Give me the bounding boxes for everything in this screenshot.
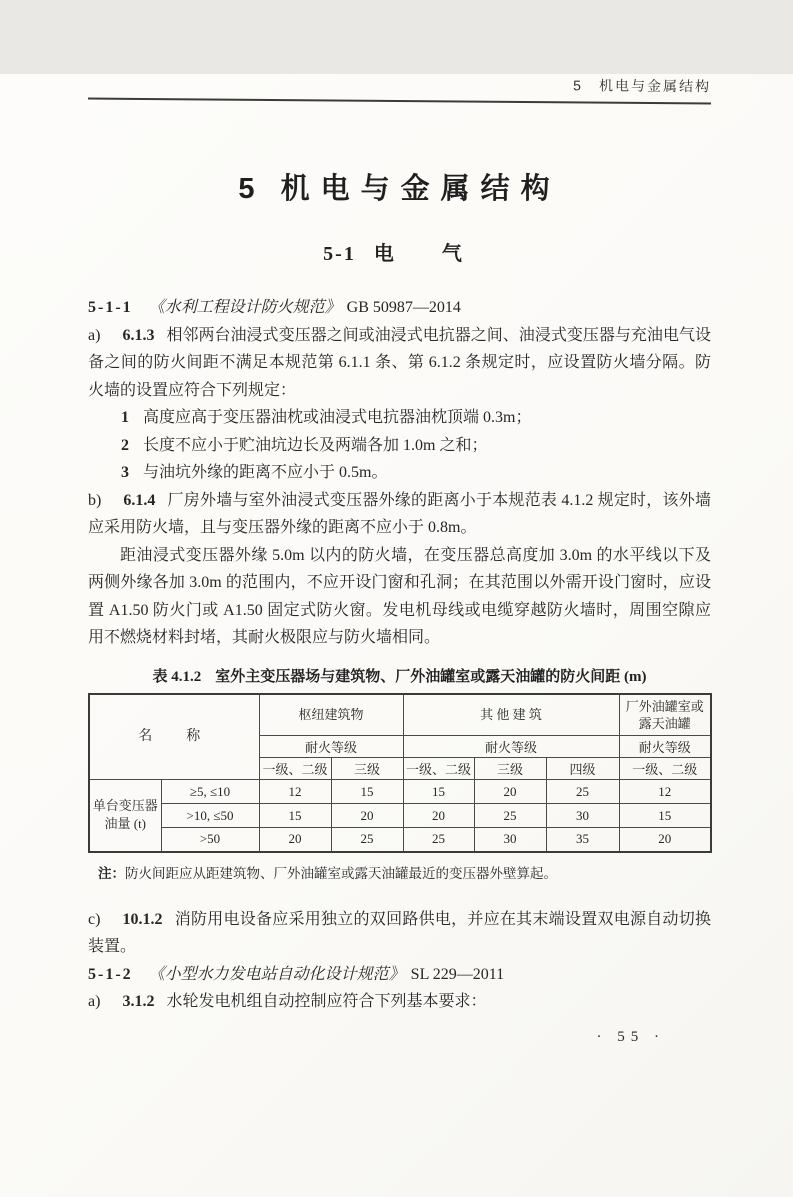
table-caption-label: 表 4.1.2 [152, 668, 202, 685]
table-row [89, 780, 711, 804]
header-grade: 四级 [546, 758, 619, 780]
section-title-text: 电 气 [373, 243, 476, 265]
cell-value: 25 [403, 828, 474, 852]
header-name: 名 称 [89, 694, 259, 780]
header-group-oil-tank: 厂外油罐室或露天油罐 [619, 694, 711, 736]
page-number: · 55 · [596, 1028, 665, 1045]
list-number: 2 [121, 436, 129, 454]
paragraph-a-3-1-2 [88, 988, 711, 1016]
list-item-3 [88, 459, 711, 487]
cell-value: 20 [474, 780, 546, 804]
list-number: 3 [121, 464, 129, 481]
note-text: 防火间距应从距建筑物、厂外油罐室或露天油罐最近的变压器外壁算起。 [125, 865, 557, 881]
table-row [89, 828, 711, 852]
referenced-standard-title: 《水利工程设计防火规范》 [148, 299, 341, 316]
cell-value: 12 [619, 780, 711, 804]
item-label: a) [88, 993, 101, 1010]
cell-value: 25 [331, 828, 403, 852]
fire-distance-table [88, 693, 712, 853]
standard-code: GB 50987—2014 [346, 299, 461, 316]
header-rule [88, 98, 711, 105]
section-label: 5-1 [323, 243, 356, 265]
list-number: 1 [121, 409, 129, 426]
table-header-row-groups [89, 694, 711, 736]
item-label: b) [88, 491, 102, 509]
chapter-title-text: 机电与金属结构 [280, 173, 561, 205]
paragraph-c-10-1-2 [88, 906, 711, 961]
header-fire-rating: 耐火等级 [259, 736, 403, 758]
paragraph-text: 水轮发电机组自动控制应符合下列基本要求： [166, 993, 487, 1010]
note-label: 注： [98, 865, 125, 881]
clause-code: 3.1.2 [122, 993, 155, 1010]
header-grade: 一级、二级 [403, 758, 474, 780]
cell-value: 20 [403, 804, 474, 828]
table-row [89, 804, 711, 828]
paragraph-firewall-detail: 距油浸式变压器外缘 5.0m 以内的防火墙，在变压器总高度加 3.0m 的水平线以下及两侧外缘各加 3.0m 的范围内，不应开设门窗和孔洞；在其范围以外需开设门窗时，应设置 A1.50 防火门或 A1.50 固定式防火窗。发电机母线或电缆穿越防火墙时，周围空隙应用不燃烧材料封堵，其耐火极限应与防火墙相同。 [88, 546, 711, 646]
header-group-other-buildings: 其 他 建 筑 [403, 694, 619, 736]
cell-value: 12 [259, 780, 331, 804]
header-fire-rating: 耐火等级 [403, 736, 619, 758]
cell-value: 15 [619, 804, 711, 828]
cell-value: 35 [546, 828, 619, 852]
cell-value: 15 [259, 804, 331, 828]
referenced-standard-title: 《小型水力发电站自动化设计规范》 [148, 965, 405, 983]
list-item-1 [88, 404, 711, 432]
list-text: 长度不应小于贮油坑边长及两端各加 1.0m 之和； [143, 436, 488, 454]
body-text-continued [88, 906, 711, 1016]
paragraph-text: 消防用电设备应采用独立的双回路供电，并应在其末端设置双电源自动切换装置。 [88, 910, 711, 955]
header-grade: 一级、二级 [259, 758, 331, 780]
table-note [88, 862, 711, 882]
running-header: 5 机电与金属结构 [573, 77, 712, 95]
cell-value: 20 [619, 828, 711, 852]
paragraph-text: 相邻两台油浸式变压器之间或油浸式电抗器之间、油浸式变压器与充油电气设备之间的防火间距不满足本规范第 6.1.1 条、第 6.1.2 条规定时，应设置防火墙分隔。防火墙的设置应符合下列规定： [88, 326, 711, 399]
header-grade: 一级、二级 [619, 758, 711, 780]
document-page [0, 74, 793, 1197]
row-group-label: 单台变压器油量 (t) [89, 780, 161, 852]
row-range: >10, ≤50 [161, 804, 259, 828]
page-content [0, 74, 793, 1046]
clause-5-1-2 [88, 961, 711, 989]
item-label: a) [88, 326, 101, 344]
cell-value: 25 [474, 804, 546, 828]
clause-number: 5-1-2 [88, 965, 133, 983]
chapter-number: 5 [238, 173, 255, 205]
row-range: >50 [161, 828, 259, 852]
section-title [88, 237, 711, 266]
clause-code: 10.1.2 [122, 910, 163, 928]
clause-code: 6.1.4 [123, 491, 156, 509]
list-text: 高度应高于变压器油枕或油浸式电抗器油枕顶端 0.3m； [143, 409, 532, 426]
item-label: c) [88, 910, 101, 928]
cell-value: 30 [474, 828, 546, 852]
cell-value: 25 [546, 780, 619, 804]
table-caption-text: 室外主变压器场与建筑物、厂外油罐室或露天油罐的防火间距 (m) [215, 668, 647, 685]
cell-value: 30 [546, 804, 619, 828]
header-group-hub-buildings: 枢纽建筑物 [259, 694, 403, 736]
cell-value: 20 [259, 828, 331, 852]
row-range: ≥5, ≤10 [161, 780, 259, 804]
header-grade: 三级 [331, 758, 403, 780]
clause-code: 6.1.3 [122, 326, 155, 344]
paragraph-text: 厂房外墙与室外油浸式变压器外缘的距离小于本规范表 4.1.2 规定时，该外墙应采用防火墙，且与变压器外缘的距离不应小于 0.8m。 [88, 491, 711, 536]
body-text [88, 294, 711, 652]
paragraph-b-6-1-4 [88, 487, 711, 542]
paragraph-a-6-1-3 [88, 322, 711, 405]
chapter-title [88, 166, 711, 207]
clause-5-1-1 [88, 294, 711, 322]
list-item-2 [88, 432, 711, 460]
cell-value: 15 [331, 780, 403, 804]
clause-number: 5-1-1 [88, 299, 133, 316]
header-grade: 三级 [474, 758, 546, 780]
standard-code: SL 229—2011 [410, 965, 505, 983]
cell-value: 20 [331, 804, 403, 828]
cell-value: 15 [403, 780, 474, 804]
list-text: 与油坑外缘的距离不应小于 0.5m。 [143, 464, 388, 481]
table-caption [88, 665, 711, 686]
header-fire-rating: 耐火等级 [619, 736, 711, 758]
